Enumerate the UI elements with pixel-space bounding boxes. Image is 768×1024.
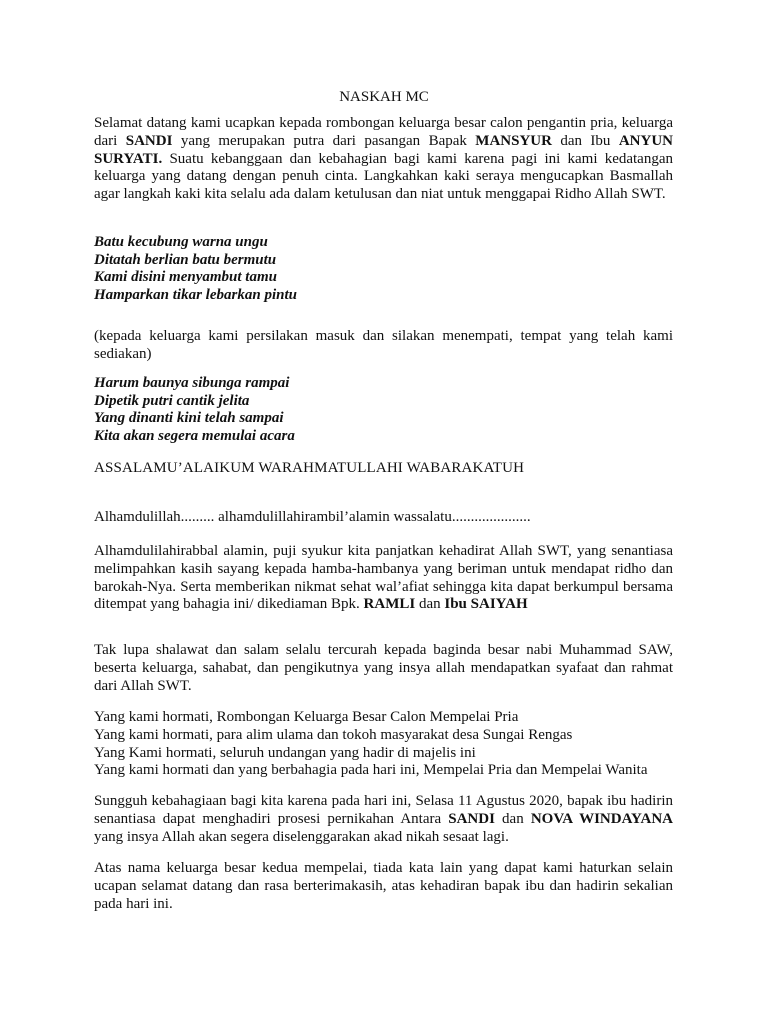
greeting-line: Yang Kami hormati, seluruh undangan yang hadir di majelis ini <box>94 744 476 761</box>
intro-paragraph <box>94 115 673 204</box>
closing-paragraph: Atas nama keluarga besar kedua mempelai, tiada kata lain yang dapat kami haturkan selain ucapan selamat datang dan rasa berterimakasih, atas kehadiran bapak ibu dan hadirin sekalian pada hari ini. <box>94 860 673 912</box>
document-title: NASKAH MC <box>339 89 429 105</box>
pantun-line: Yang dinanti kini telah sampai <box>94 410 284 426</box>
groom-name-2: SANDI <box>448 810 495 827</box>
intro-text-4: Suatu kebanggaan dan kebahagian bagi kami karena pagi ini kami kedatangan keluarga yang datang dengan penuh cinta. Langkahkan kaki seraya mengucapkan Basmallah agar langkah kaki kita selalu ada dalam ketulusan dan niat untuk menggapai Ridho Allah SWT. <box>94 150 673 203</box>
ceremony-text-2: dan <box>494 810 531 827</box>
gratitude-text-2: dan <box>415 596 445 613</box>
pantun-line: Hamparkan tikar lebarkan pintu <box>94 286 297 303</box>
alhamdulillah-line: Alhamdulillah......... alhamdulillahirambil’alamin wassalatu..................... <box>94 509 531 525</box>
ceremony-text-1: Sungguh kebahagiaan bagi kita karena pada hari ini, Selasa 11 Agustus 2020, bapak ibu hadirin senantiasa dapat menghadiri prosesi pernikahan Antara <box>94 793 673 827</box>
shalawat-paragraph: Tak lupa shalawat dan salam selalu tercurah kepada baginda besar nabi Muhammad SAW, beserta keluarga, sahabat, dan pengikutnya yang insya allah mendapatkan syafaat dan rahmat dari Allah SWT. <box>94 642 673 694</box>
pantun-line: Dipetik putri cantik jelita <box>94 392 250 409</box>
intro-text-1: Selamat datang kami ucapkan kepada rombongan keluarga besar calon pengantin pria, keluarga dari <box>94 115 673 149</box>
greeting-line: Yang kami hormati, para alim ulama dan tokoh masyarakat desa Sungai Rengas <box>94 726 573 743</box>
greetings-list <box>94 709 673 780</box>
pantun-line: Kita akan segera memulai acara <box>94 427 295 444</box>
invitation-paragraph: (kepada keluarga kami persilakan masuk dan silakan menempati, tempat yang telah kami sediakan) <box>94 328 673 362</box>
groom-name: SANDI <box>125 132 173 149</box>
pantun-line: Kami disini menyambut tamu <box>94 269 277 285</box>
gratitude-paragraph <box>94 543 673 614</box>
ceremony-paragraph <box>94 793 673 846</box>
host-father-name: RAMLI <box>363 596 416 613</box>
ceremony-text-3: yang insya Allah akan segera diselenggarakan akad nikah sesaat lagi. <box>94 828 509 845</box>
intro-text-3: dan Ibu <box>551 132 619 149</box>
groom-father-name: MANSYUR <box>475 132 552 149</box>
greeting-line: Yang kami hormati, Rombongan Keluarga Besar Calon Mempelai Pria <box>94 709 519 725</box>
host-mother-name: Ibu SAIYAH <box>444 596 528 613</box>
gratitude-text-1: Alhamdulilahirabbal alamin, puji syukur kita panjatkan kehadirat Allah SWT, yang senantiasa melimpahkan kasih sayang kepada hamba-hambanya yang beriman untuk mendapat ridho dan barokah-Nya. Serta memberikan nikmat sehat wal’afiat sehingga kita dapat berkumpul bersama ditempat yang bahagia ini/ dikediaman Bpk. <box>94 543 673 613</box>
pantun-line: Ditatah berlian batu bermutu <box>94 251 277 268</box>
greeting-line: Yang kami hormati dan yang berbahagia pada hari ini, Mempelai Pria dan Mempelai Wanita <box>94 762 648 779</box>
pantun-line: Batu kecubung warna ungu <box>94 234 268 250</box>
pantun-welcome <box>94 234 673 304</box>
salam-heading: ASSALAMU’ALAIKUM WARAHMATULLAHI WABARAKATUH <box>94 460 525 476</box>
groom-mother-name: ANYUN SURYATI. <box>94 132 673 167</box>
pantun-start <box>94 375 673 445</box>
pantun-line: Harum baunya sibunga rampai <box>94 375 290 391</box>
intro-text-2: yang merupakan putra dari pasangan Bapak <box>172 132 476 149</box>
bride-name: NOVA WINDAYANA <box>530 810 673 827</box>
